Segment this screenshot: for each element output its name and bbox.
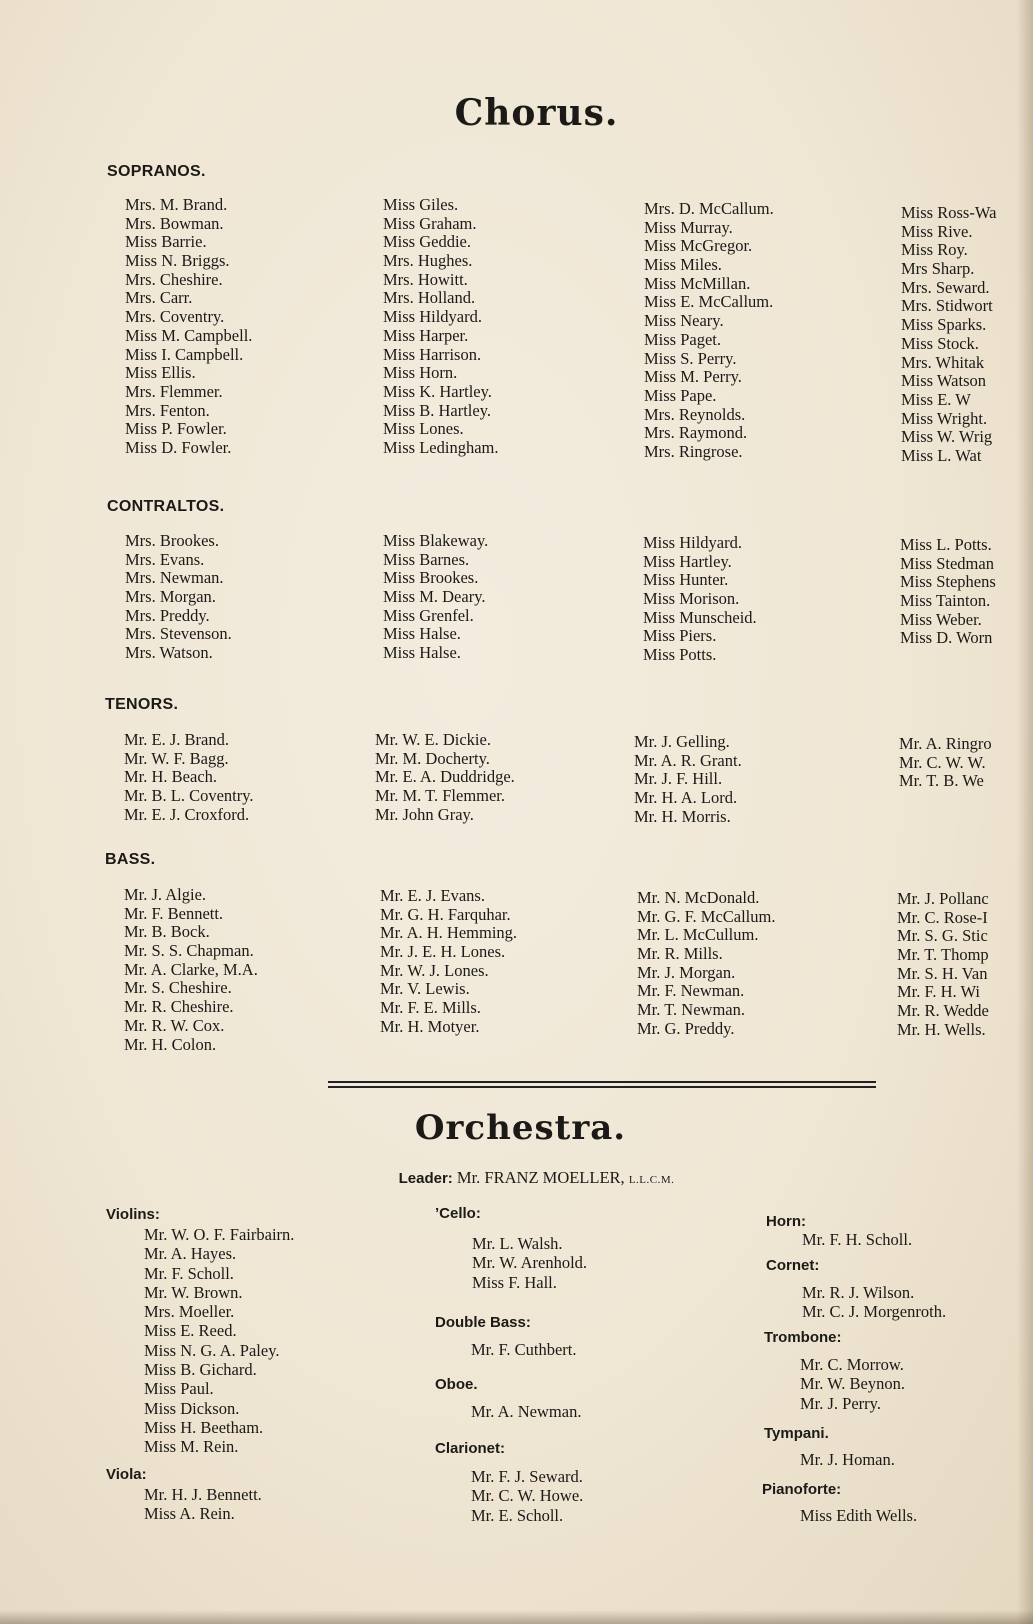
name-entry: Miss Hildyard. (643, 533, 742, 552)
double-bass-list (471, 1340, 576, 1359)
name-entry: Mr. H. Colon. (124, 1034, 217, 1054)
name-entry: Miss Stedman (900, 553, 994, 573)
orchestra-leader (0, 1168, 1030, 1188)
divider-rule-top (328, 1081, 876, 1083)
name-entry: Miss Potts. (643, 645, 717, 665)
name-entry: Mr. A. Hayes. (144, 1244, 237, 1264)
name-entry: Mrs. Stevenson. (125, 624, 232, 644)
bass-col-3 (637, 889, 775, 1039)
name-entry: Mr. B. L. Coventry. (124, 786, 254, 806)
name-entry: Miss Hartley. (643, 551, 732, 571)
cello-heading: ’Cello: (435, 1205, 481, 1222)
name-entry: Miss Harrison. (383, 344, 482, 364)
name-entry: Miss Tainton. (900, 591, 991, 611)
name-entry: Miss Blakeway. (383, 531, 489, 550)
name-entry: Miss Hunter. (643, 570, 729, 590)
name-entry: Mr. G. F. McCallum. (637, 906, 776, 926)
name-entry: Mr. W. Arenhold. (472, 1253, 588, 1273)
bass-heading: BASS. (105, 851, 156, 868)
name-entry: Mrs. Raymond. (644, 423, 748, 443)
name-entry: Mr. F. Scholl. (144, 1263, 234, 1283)
name-entry: Miss W. Wrig (901, 427, 993, 447)
name-entry: Mr. H. Motyer. (380, 1016, 480, 1036)
name-entry: Mr. C. W. Howe. (471, 1486, 584, 1506)
name-entry: Miss Paul. (144, 1379, 214, 1399)
name-entry: Mrs. Brookes. (125, 531, 219, 550)
name-entry: Mrs. Ringrose. (644, 441, 743, 461)
bass-col-1 (124, 886, 258, 1054)
name-entry: Miss Lones. (383, 419, 464, 439)
name-entry: Miss D. Fowler. (125, 437, 232, 457)
name-entry: Miss K. Hartley. (383, 381, 492, 401)
name-entry: Miss Ross-Wa (901, 203, 997, 222)
name-entry: Miss P. Fowler. (125, 419, 227, 439)
name-entry: Mr. J. F. Hill. (634, 769, 723, 789)
name-entry: Mrs. Bowman. (125, 213, 224, 233)
name-entry: Mrs. Whitak (901, 352, 985, 372)
name-entry: Mr. C. Rose-I (897, 907, 988, 927)
name-entry: Mr. John Gray. (375, 804, 474, 824)
name-entry: Miss Roy. (901, 240, 968, 260)
name-entry: Miss Sparks. (901, 315, 987, 335)
name-entry: Mr. F. J. Seward. (471, 1467, 583, 1486)
name-entry: Mr. J. E. H. Lones. (380, 942, 506, 962)
clarionet-heading: Clarionet: (435, 1440, 506, 1457)
tympani-heading: Tympani. (764, 1425, 829, 1442)
name-entry: Mrs. Holland. (383, 288, 476, 308)
name-entry: Miss Hildyard. (383, 307, 482, 327)
tenors-col-1 (124, 731, 254, 824)
tenors-heading: TENORS. (105, 696, 179, 713)
name-entry: Miss M. Deary. (383, 587, 486, 607)
name-entry: Miss Edith Wells. (800, 1506, 918, 1525)
oboe-list (471, 1402, 581, 1421)
name-entry: Mr. E. J. Evans. (380, 886, 485, 905)
name-entry: Mr. H. A. Lord. (634, 788, 738, 808)
pianoforte-heading: Pianoforte: (762, 1481, 842, 1498)
name-entry: Miss B. Hartley. (383, 400, 492, 420)
name-entry: Miss Piers. (643, 626, 717, 646)
sopranos-heading: SOPRANOS. (107, 163, 206, 180)
name-entry: Mr. S. H. Van (897, 963, 988, 983)
viola-heading: Viola: (106, 1466, 147, 1483)
name-entry: Miss Harper. (383, 325, 469, 345)
name-entry: Mr. M. T. Flemmer. (375, 786, 506, 806)
name-entry: Mr. H. Morris. (634, 806, 731, 826)
violins-heading: Violins: (106, 1206, 160, 1223)
name-entry: Miss Brookes. (383, 568, 479, 588)
name-entry: Mrs. Morgan. (125, 587, 216, 607)
name-entry: Miss Halse. (383, 643, 461, 663)
name-entry: Mr. S. G. Stic (897, 926, 988, 946)
name-entry: Mr. W. Beynon. (800, 1374, 905, 1394)
name-entry: Miss Barnes. (383, 549, 470, 569)
name-entry: Mr. J. Gelling. (634, 732, 730, 751)
name-entry: Mrs. M. Brand. (125, 195, 228, 214)
name-entry: Mr. F. Bennett. (124, 903, 224, 923)
name-entry: Miss L. Potts. (900, 535, 992, 554)
name-entry: Mr. B. Bock. (124, 922, 210, 942)
name-entry: Mr. L. Walsh. (472, 1234, 563, 1253)
pianoforte-list (800, 1506, 917, 1525)
name-entry: Mr. J. Pollanc (897, 889, 989, 908)
name-entry: Mr. E. A. Duddridge. (375, 767, 515, 787)
double-bass-heading: Double Bass: (435, 1314, 531, 1331)
name-entry: Miss Rive. (901, 221, 973, 241)
name-entry: Mrs. Fenton. (125, 400, 210, 420)
name-entry: Miss Barrie. (125, 232, 207, 252)
contraltos-heading: CONTRALTOS. (107, 498, 225, 515)
sopranos-col-2 (383, 196, 499, 458)
name-entry: Mr. H. Wells. (897, 1019, 986, 1039)
name-entry: Miss Stephens (900, 572, 996, 592)
name-entry: Mrs. Flemmer. (125, 381, 223, 401)
name-entry: Mrs. Howitt. (383, 269, 468, 289)
name-entry: Mr. F. H. Scholl. (802, 1230, 913, 1249)
name-entry: Mr. S. S. Chapman. (124, 941, 254, 961)
name-entry: Mrs. Hughes. (383, 251, 473, 271)
leader-name: Mr. FRANZ MOELLER, (456, 1168, 625, 1187)
name-entry: Mr. A. Clarke, M.A. (124, 959, 258, 979)
name-entry: Mrs. Reynolds. (644, 404, 746, 424)
name-entry: Miss Morison. (643, 589, 740, 609)
cornet-list (802, 1283, 946, 1322)
name-entry: Miss S. Perry. (644, 348, 737, 368)
name-entry: Miss H. Beetham. (144, 1417, 264, 1437)
leader-degree: L.L.C.M. (628, 1174, 675, 1186)
sopranos-col-1 (125, 196, 252, 458)
horn-heading: Horn: (766, 1213, 806, 1230)
name-entry: Miss McGregor. (644, 236, 753, 256)
name-entry: Miss Stock. (901, 333, 979, 353)
name-entry: Mrs. Newman. (125, 568, 224, 588)
name-entry: Mrs. Watson. (125, 643, 213, 663)
clarionet-list (471, 1467, 583, 1525)
bass-col-2 (380, 887, 517, 1037)
name-entry: Miss I. Campbell. (125, 344, 244, 364)
name-entry: Mr. J. Algie. (124, 885, 207, 904)
name-entry: Miss Ledingham. (383, 437, 499, 457)
name-entry: Miss D. Worn (900, 628, 993, 648)
name-entry: Miss M. Campbell. (125, 325, 253, 345)
chorus-title: Chorus. (454, 92, 619, 134)
name-entry: Miss Paget. (644, 329, 722, 349)
name-entry: Miss Horn. (383, 363, 458, 383)
name-entry: Miss Geddie. (383, 232, 471, 252)
contraltos-col-3 (643, 534, 757, 665)
name-entry: Mrs. Moeller. (144, 1302, 235, 1322)
trombone-heading: Trombone: (764, 1329, 842, 1346)
name-entry: Mr. S. Cheshire. (124, 978, 232, 998)
cello-list (472, 1234, 587, 1292)
name-entry: Miss E. Reed. (144, 1321, 237, 1341)
orchestra-title: Orchestra. (414, 1108, 627, 1148)
contraltos-col-4 (900, 536, 996, 648)
name-entry: Miss N. G. A. Paley. (144, 1340, 280, 1360)
cornet-heading: Cornet: (766, 1257, 820, 1274)
name-entry: Miss L. Wat (901, 445, 982, 465)
name-entry: Miss Giles. (383, 195, 459, 214)
name-entry: Mrs. Preddy. (125, 605, 210, 625)
name-entry: Miss Weber. (900, 609, 982, 629)
name-entry: Mr. H. J. Bennett. (144, 1485, 262, 1504)
divider-rule-bottom (328, 1086, 876, 1088)
name-entry: Mr. E. J. Croxford. (124, 804, 250, 824)
name-entry: Mr. W. Brown. (144, 1282, 243, 1302)
name-entry: Miss Wright. (901, 408, 988, 428)
name-entry: Mr. G. H. Farquhar. (380, 904, 511, 924)
name-entry: Miss E. McCallum. (644, 292, 774, 312)
tenors-col-2 (375, 731, 515, 824)
name-entry: Mr. W. E. Dickie. (375, 730, 491, 749)
name-entry: Miss Munscheid. (643, 607, 757, 627)
name-entry: Miss Murray. (644, 217, 733, 237)
tympani-list (800, 1450, 895, 1469)
leader-label: Leader: (398, 1170, 453, 1187)
contraltos-col-1 (125, 532, 232, 663)
name-entry: Mr. J. Morgan. (637, 962, 736, 982)
name-entry: Mr. J. Homan. (800, 1450, 895, 1469)
name-entry: Mr. R. J. Wilson. (802, 1283, 915, 1302)
name-entry: Mr. L. McCullum. (637, 925, 759, 945)
name-entry: Mr. E. Scholl. (471, 1505, 564, 1525)
name-entry: Mrs. Cheshire. (125, 269, 223, 289)
name-entry: Mr. C. W. W. (899, 752, 986, 772)
name-entry: Miss M. Perry. (644, 367, 742, 387)
name-entry: Mr. R. Wedde (897, 1001, 989, 1021)
name-entry: Miss E. W (901, 389, 971, 409)
sopranos-col-4 (901, 204, 996, 466)
name-entry: Mr. F. Newman. (637, 981, 745, 1001)
name-entry: Mr. C. J. Morgenroth. (802, 1302, 947, 1322)
name-entry: Miss B. Gichard. (144, 1360, 257, 1380)
name-entry: Miss F. Hall. (472, 1272, 557, 1292)
name-entry: Mrs. D. McCallum. (644, 199, 774, 218)
name-entry: Mr. R. W. Cox. (124, 1015, 225, 1035)
horn-list (802, 1230, 912, 1249)
viola-list (144, 1485, 262, 1524)
name-entry: Mr. H. Beach. (124, 767, 218, 787)
name-entry: Miss A. Rein. (144, 1504, 235, 1524)
tenors-col-3 (634, 733, 742, 826)
name-entry: Miss McMillan. (644, 273, 751, 293)
name-entry: Mr. M. Docherty. (375, 748, 490, 768)
contraltos-col-2 (383, 532, 488, 663)
name-entry: Mr. F. E. Mills. (380, 998, 481, 1018)
name-entry: Mrs. Seward. (901, 277, 990, 297)
name-entry: Mr. T. B. We (899, 771, 984, 791)
name-entry: Mr. F. Cuthbert. (471, 1340, 577, 1359)
sopranos-col-3 (644, 200, 774, 462)
name-entry: Mr. A. Newman. (471, 1402, 582, 1421)
name-entry: Miss Neary. (644, 311, 724, 331)
violins-list (144, 1225, 294, 1457)
name-entry: Mrs Sharp. (901, 259, 975, 279)
name-entry: Mrs. Coventry. (125, 307, 225, 327)
name-entry: Miss M. Rein. (144, 1437, 239, 1457)
name-entry: Miss Grenfel. (383, 605, 474, 625)
name-entry: Miss Halse. (383, 624, 461, 644)
name-entry: Mr. T. Thomp (897, 945, 989, 965)
name-entry: Mr. J. Perry. (800, 1393, 881, 1413)
oboe-heading: Oboe. (435, 1376, 478, 1393)
name-entry: Miss N. Briggs. (125, 251, 230, 271)
name-entry: Mr. A. H. Hemming. (380, 923, 518, 943)
name-entry: Miss Watson (901, 371, 987, 391)
name-entry: Mr. A. R. Grant. (634, 750, 742, 770)
name-entry: Mr. G. Preddy. (637, 1018, 735, 1038)
name-entry: Mr. W. F. Bagg. (124, 748, 229, 768)
name-entry: Mrs. Stidwort (901, 296, 993, 316)
name-entry: Mr. R. Cheshire. (124, 997, 234, 1017)
name-entry: Mrs. Carr. (125, 288, 193, 308)
bass-col-4 (897, 890, 989, 1040)
name-entry: Mr. E. J. Brand. (124, 730, 229, 749)
name-entry: Mr. R. Mills. (637, 944, 723, 964)
name-entry: Mr. C. Morrow. (800, 1355, 904, 1374)
name-entry: Mr. A. Ringro (899, 734, 992, 753)
name-entry: Mr. W. O. F. Fairbairn. (144, 1225, 295, 1244)
name-entry: Mr. T. Newman. (637, 1000, 745, 1020)
name-entry: Miss Ellis. (125, 363, 196, 383)
name-entry: Miss Graham. (383, 213, 477, 233)
tenors-col-4 (899, 735, 992, 791)
name-entry: Miss Dickson. (144, 1398, 240, 1418)
name-entry: Mrs. Evans. (125, 549, 205, 569)
trombone-list (800, 1355, 905, 1413)
name-entry: Mr. N. McDonald. (637, 888, 760, 907)
name-entry: Mr. V. Lewis. (380, 979, 470, 999)
name-entry: Mr. W. J. Lones. (380, 960, 489, 980)
name-entry: Miss Miles. (644, 255, 722, 275)
name-entry: Mr. F. H. Wi (897, 982, 980, 1002)
name-entry: Miss Pape. (644, 385, 717, 405)
